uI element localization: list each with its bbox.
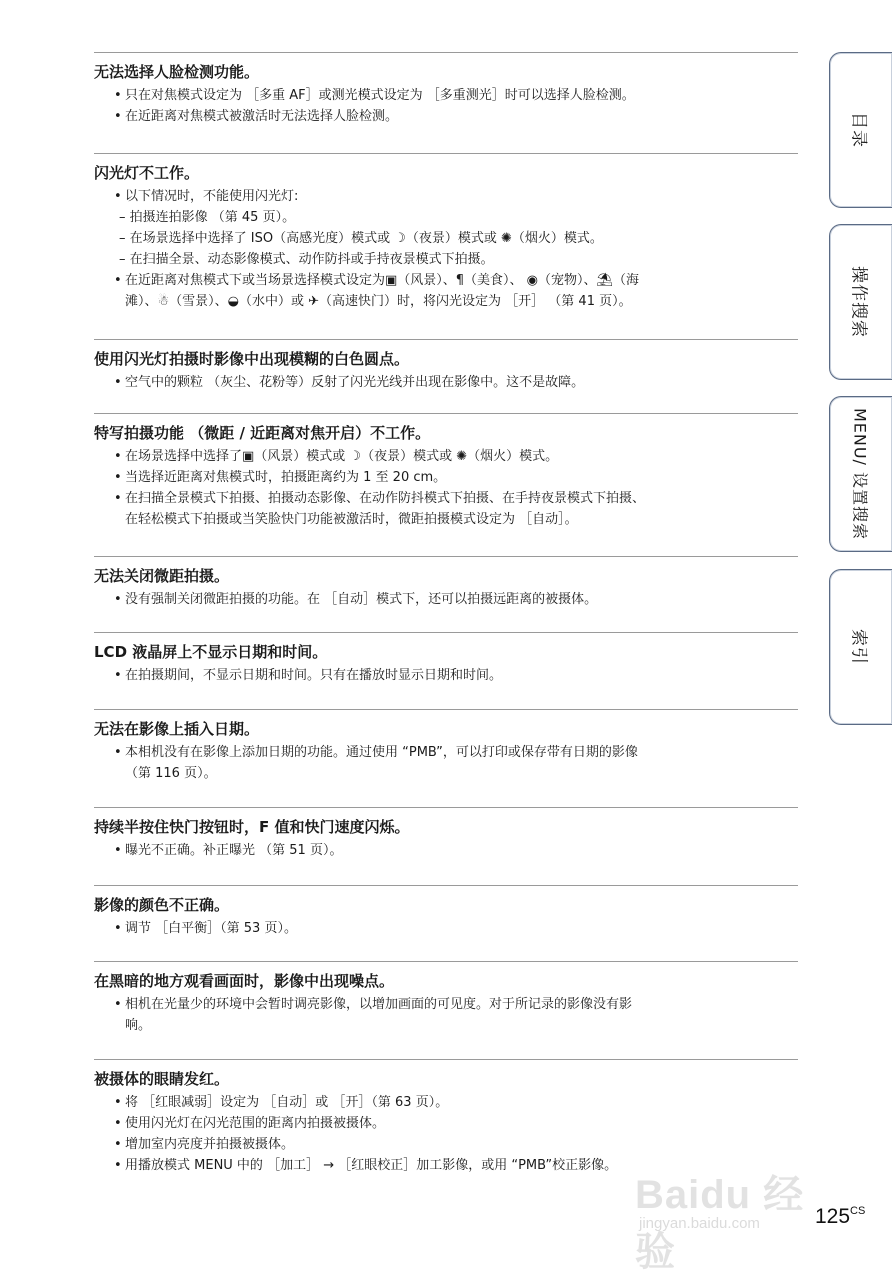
item-list xyxy=(116,742,798,784)
watermark-logo: Baidu 经验 xyxy=(635,1173,805,1274)
list-item: • 只在对焦模式设定为 ［多重 AF］或测光模式设定为 ［多重测光］时可以选择人脸检测。 xyxy=(116,85,798,106)
page-number-suffix: CS xyxy=(850,1205,866,1217)
list-item: （第 116 页）。 xyxy=(125,766,217,781)
list-item: 响。 xyxy=(125,1018,152,1033)
section-title: 影像的颜色不正确。 xyxy=(94,896,230,914)
section-flash xyxy=(94,153,798,339)
list-item: • 曝光不正确。补正曝光 （第 51 页）。 xyxy=(116,840,798,861)
tab-index[interactable] xyxy=(829,569,892,725)
item-list xyxy=(116,446,798,530)
list-item: • 在近距离对焦模式下或当场景选择模式设定为▣（风景）、¶（美食）、 ◉（宠物）、⛱（海 xyxy=(116,270,798,291)
item-list xyxy=(116,372,798,393)
list-item: • 在场景选择中选择了▣（风景）模式或 ☽（夜景）模式或 ✺（烟火）模式。 xyxy=(116,446,798,467)
tab-operation-search[interactable] xyxy=(829,224,892,380)
list-item: • 调节 ［白平衡］（第 53 页）。 xyxy=(116,918,798,939)
section-title: LCD 液晶屏上不显示日期和时间。 xyxy=(94,643,328,661)
watermark xyxy=(635,1155,845,1274)
item-list xyxy=(116,994,798,1036)
section-macro xyxy=(94,413,798,556)
list-item: • 当选择近距离对焦模式时，拍摄距离约为 1 至 20 cm。 xyxy=(116,467,798,488)
section-lcd-date xyxy=(94,632,798,709)
section-title: 无法在影像上插入日期。 xyxy=(94,720,260,738)
item-list xyxy=(116,665,798,686)
list-item: • 空气中的颗粒 （灰尘、花粉等）反射了闪光光线并出现在影像中。这不是故障。 xyxy=(116,372,798,393)
section-title: 使用闪光灯拍摄时影像中出现模糊的白色圆点。 xyxy=(94,350,410,368)
list-item: 滩）、☃（雪景）、◒（水中）或 ✈（高速快门）时，将闪光设定为 ［开］ （第 41 页）。 xyxy=(125,294,632,309)
item-list xyxy=(116,840,798,861)
section-white-dots xyxy=(94,339,798,413)
section-insert-date xyxy=(94,709,798,807)
list-item: • 将 ［红眼减弱］设定为 ［自动］或 ［开］（第 63 页）。 xyxy=(116,1092,798,1113)
troubleshooting-content xyxy=(94,52,798,1190)
list-item: • 增加室内亮度并拍摄被摄体。 xyxy=(116,1134,798,1155)
tab-label: MENU/ 设置搜索 xyxy=(850,407,870,541)
list-item: • 在拍摄期间，不显示日期和时间。只有在播放时显示日期和时间。 xyxy=(116,665,798,686)
watermark-url: jingyan.baidu.com xyxy=(639,1215,760,1232)
item-list xyxy=(116,85,798,127)
section-macro-off xyxy=(94,556,798,632)
section-title: 在黑暗的地方观看画面时，影像中出现噪点。 xyxy=(94,972,395,990)
tab-menu-settings-search[interactable] xyxy=(829,396,892,552)
section-title: 被摄体的眼睛发红。 xyxy=(94,1070,230,1088)
section-noise xyxy=(94,961,798,1059)
item-list xyxy=(116,589,798,610)
list-item: • 在扫描全景模式下拍摄、拍摄动态影像、在动作防抖模式下拍摄、在手持夜景模式下拍摄、 xyxy=(116,488,798,509)
list-item: 在轻松模式下拍摄或当笑脸快门功能被激活时，微距拍摄模式设定为 ［自动］。 xyxy=(125,512,578,527)
section-title: 无法选择人脸检测功能。 xyxy=(94,63,260,81)
tab-label: 目录 xyxy=(848,112,869,148)
list-item: • 在近距离对焦模式被激活时无法选择人脸检测。 xyxy=(116,106,798,127)
list-item: • 没有强制关闭微距拍摄的功能。在 ［自动］模式下，还可以拍摄远距离的被摄体。 xyxy=(116,589,798,610)
tab-label: 索引 xyxy=(848,629,869,665)
section-title: 特写拍摄功能 （微距 / 近距离对焦开启）不工作。 xyxy=(94,424,431,442)
list-item: – 在扫描全景、动态影像模式、动作防抖或手持夜景模式下拍摄。 xyxy=(119,252,494,267)
list-item: • 使用闪光灯在闪光范围的距离内拍摄被摄体。 xyxy=(116,1113,798,1134)
list-item: • 以下情况时，不能使用闪光灯: xyxy=(116,186,798,207)
list-item: – 在场景选择中选择了 ISO（高感光度）模式或 ☽（夜景）模式或 ✺（烟火）模式。 xyxy=(119,231,603,246)
list-item: • 本相机没有在影像上添加日期的功能。通过使用 “PMB”，可以打印或保存带有日期的影像 xyxy=(116,742,798,763)
section-color xyxy=(94,885,798,961)
list-item: – 拍摄连拍影像 （第 45 页）。 xyxy=(119,210,296,225)
tab-contents[interactable] xyxy=(829,52,892,208)
section-face-detection xyxy=(94,52,798,153)
section-title: 持续半按住快门按钮时，F 值和快门速度闪烁。 xyxy=(94,818,410,836)
list-item: • 相机在光量少的环境中会暂时调亮影像，以增加画面的可见度。对于所记录的影像没有影 xyxy=(116,994,798,1015)
item-list xyxy=(116,186,798,312)
section-title: 闪光灯不工作。 xyxy=(94,164,200,182)
item-list xyxy=(116,918,798,939)
tab-label: 操作搜索 xyxy=(848,266,869,338)
section-title: 无法关闭微距拍摄。 xyxy=(94,567,230,585)
page-number xyxy=(815,1205,865,1229)
page-number-value: 125 xyxy=(815,1205,851,1228)
list-item: • 用播放模式 MENU 中的 ［加工］ → ［红眼校正］加工影像，或用 “PMB”校正影像。 xyxy=(116,1155,798,1176)
section-f-value-blink xyxy=(94,807,798,885)
